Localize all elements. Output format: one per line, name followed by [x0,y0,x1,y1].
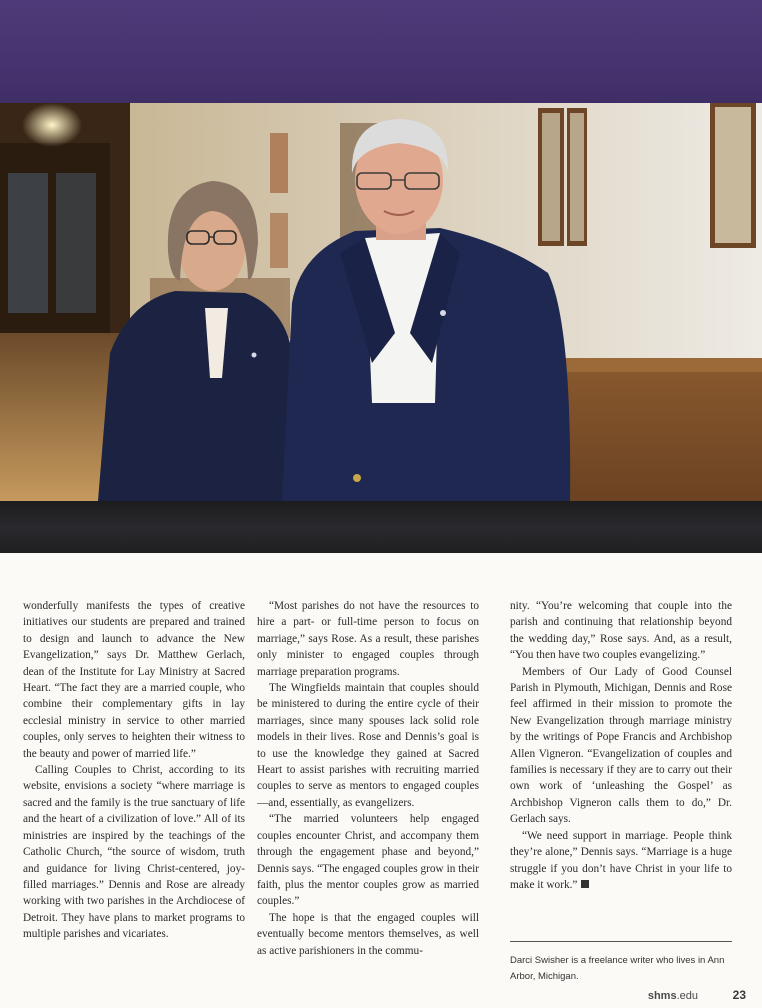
paragraph: “Most parishes do not have the resources to hire a part- or full-time person to focus on marriage,” says Rose. As a result, these parishes only minister to engaged couples through marriage preparation programs. [257,600,479,678]
paragraph: wonderfully manifests the types of creative initiatives our students are prepared and trained to design and launch to advance the New Evangelization,” says Dr. Matthew Gerlach, dean of the Institute for Lay Ministry at Sacred Heart. “The fact they are a married couple, who combine their complementary gifts in lay ecclesial ministry in service to other married couples, only serves to heighten their witness to the beauty and power of married life.” [23,600,245,760]
dark-divider-bar [0,501,762,553]
article-column-2 [257,598,479,959]
article-column-3 [510,598,732,893]
end-mark-icon [581,880,589,888]
article-column-1 [23,598,245,943]
top-purple-band [0,0,762,103]
paragraph: The hope is that the engaged couples will eventually become mentors themselves, as well as active parishioners in the commu- [257,911,479,957]
paragraph: Members of Our Lady of Good Counsel Parish in Plymouth, Michigan, Dennis and Rose feel affirmed in their mission to promote the New Evangelization through marriage ministry by the writings of Pope Francis and Archbishop Allen Vigneron. “Evangelization of couples and families is necessary if they are to carry out their own work of ‘unleashing the Gospel’ as Archbishop Vigneron calls them to do,” Dr. Gerlach says. [510,665,732,826]
paragraph: nity. “You’re welcoming that couple into the parish and continuing that relationship beyond the wedding day,” Rose says. And, as a result, “You then have two couples evangelizing.” [510,600,732,662]
author-bio: Darci Swisher is a freelance writer who lives in Ann Arbor, Michigan. [510,955,725,982]
bio-divider [510,941,732,942]
couple-photo [0,103,762,501]
paragraph: “The married volunteers help engaged couples encounter Christ, and accompany them through the engagement phase and beyond,” Dennis says. “The engaged couples grow in their faith, plus the mentor couples grow as married couples.” [257,813,479,908]
page-number: 23 [732,988,746,1002]
paragraph: The Wingfields maintain that couples should be ministered to during the entire cycle of their marriages, since many spouses lack solid role models in their lives. Rose and Dennis’s goal is to use the knowledge they gained at Sacred Heart to assist parishes with recruiting married couples to serve as mentors to engaged couples—and, essentially, as evangelizers. [257,682,479,809]
site-name: shms [647,990,677,1002]
paragraph-final [510,828,732,894]
site-domain: .edu [676,990,698,1002]
footer-website [648,990,698,1002]
paragraph: Calling Couples to Christ, according to its website, envisions a society “where marriage is sacred and the family is the true sanctuary of life and the heart of a civilization of love.” All of its ministries are inspired by the teachings of the Catholic Church, “the source of wisdom, truth and guidance for living Christ-centered, joy-filled marriages.” Dennis and Rose are already working with two parishes in the Archdiocese of Detroit. They have plans to market programs to multiple parishes and vicariates. [23,764,245,941]
final-text: “We need support in marriage. People think they’re alone,” Dennis says. “Marriage is a huge struggle if you don’t have Christ in your life to make it work.” [510,829,732,891]
